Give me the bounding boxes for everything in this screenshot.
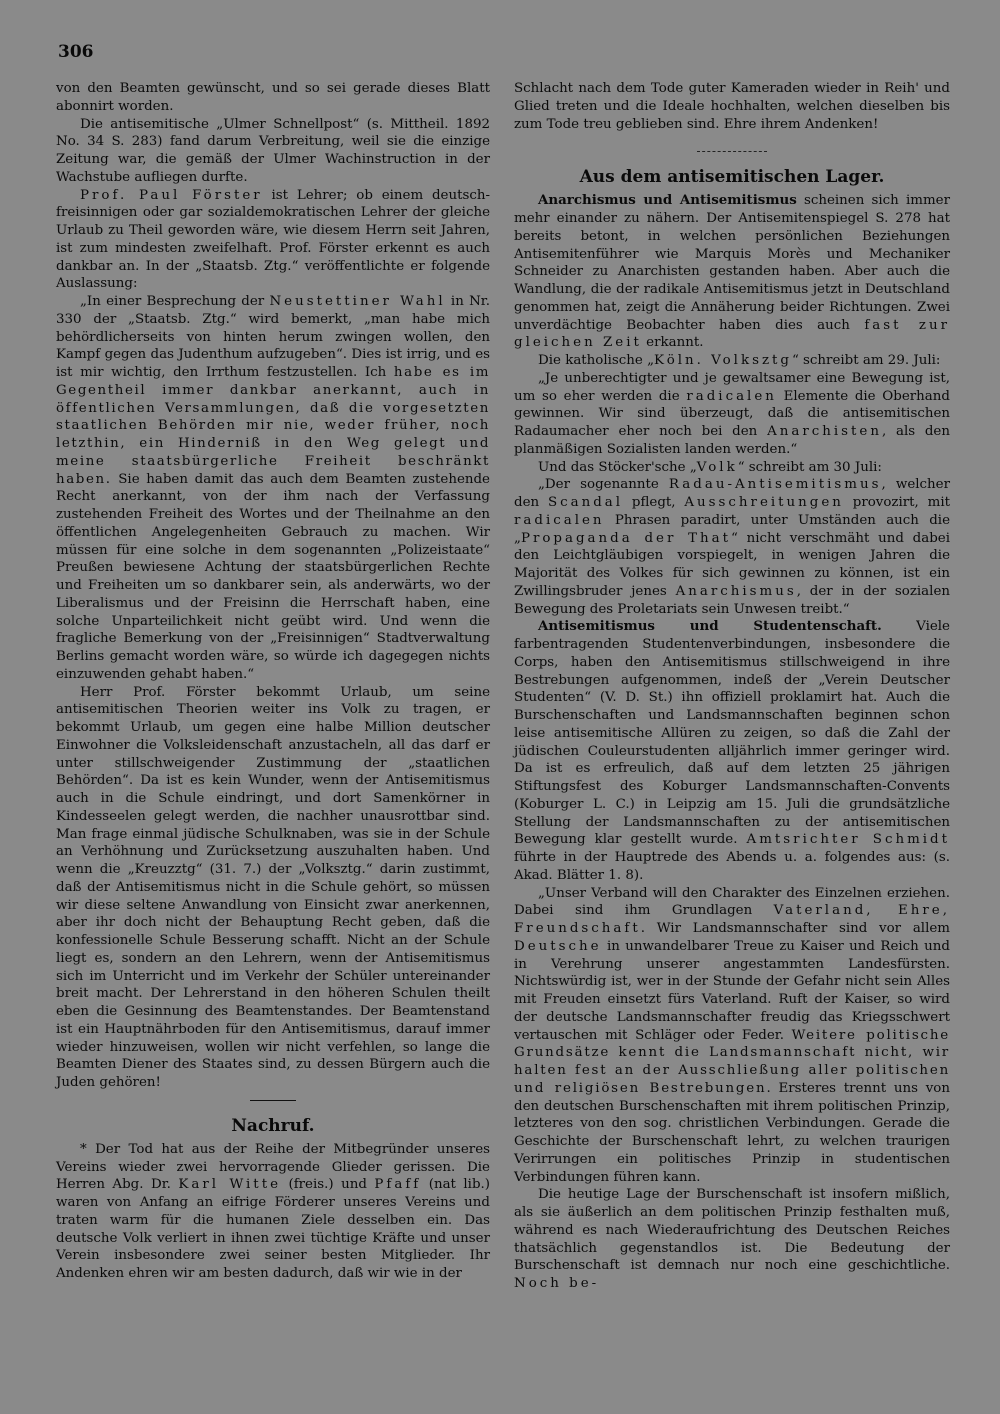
paragraph [514,459,950,477]
spaced-text: Propaganda der That [520,530,732,546]
text-run: provozirt, mit [843,495,950,510]
paragraph: Schlacht nach dem Tode guter Kameraden wieder in Reih' und Glied treten und die Ideale hochhalten, welchen dieselben bis zum Tode treu geblieben sind. Ehre ihrem Andenken! [514,81,950,132]
spaced-text: habe es im Gegentheil immer dankbar anerkannt, auch in öffentlichen Versammlungen, daß die vorgesetzten staatlichen Behörden mir nie, weder früher, noch letzthin, ein Hinderniß in den Weg gelegt und meine staatsbürgerliche Freiheit beschränkt haben. [56,365,490,487]
text-run: „Je unberechtigter und je gewaltsamer eine Bewegung ist, um so eher werden die [514,370,950,404]
text-run: pflegt, [623,495,685,510]
quote-paragraph [56,293,490,684]
text-run: , welcher den [514,477,950,510]
runin-heading: Anarchismus und Antisemitismus [538,192,797,209]
text-run: Sie haben damit das auch dem Beamten zustehende Recht anerkannt, von der ihm nach der Verfassung zustehenden Freiheit des Wortes und der Theilnahme an den öffentlichen Angelegenheiten Gebrauch zu machen. Wir müssen für eine solche in dem sogenannten „Polizeistaate“ Preußen bewiesene Achtung der staatsbürgerlichen Rechte und Freiheiten um so dankbarer sein, als anderwärts, wo der Liberalismus und der Freisinn die Herrschaft haben, eine solche Unparteilichkeit nicht geübt wird. Und wenn die fragliche Bemerkung von der „Freisinnigen“ Stadtverwaltung Berlins gemacht worden wäre, so würde ich dagegegen nichts einzuwenden gehabt haben.“ [56,471,490,682]
text-run: * Der Tod hat aus der Reihe der Mitbegründer unseres Vereins wieder zwei hervorragende Glieder gerissen. Die Herren Abg. Dr. [56,1141,490,1193]
text-run: „Unser Verband will den Charakter des Einzelnen erziehen. Dabei sind ihm Grundlagen [514,885,950,919]
text-run: . Ersteres trennt uns von den deutschen Burschenschaften mit ihrem politischen Prinzip, letzteres von den sog. christlichen Verbindungen. Gerade die Geschichte der Burschenschaft lehrt, zu welchen traurigen Verirrungen ein politisches Prinzip in studentischen Verbindungen führen kann. [514,1080,950,1185]
text-run: Viele farbentragenden Studentenverbindungen, insbesondere die Corps, haben den Antisemitismus stillschweigend in ihre Bestrebungen aufgenommen, indeß der „Verein Deutscher Studenten“ (V. D. St.) ihn offiziell proklamirt hat. Auch die Burschenschaften und Landsmannschaften beginnen schon leise antisemitische Allüren zu zeigen, so daß die Zahl der jüdischen Couleurstudenten alljährlich immer geringer wird. Da ist es erfreulich, daß auf dem letzten 25 jährigen Stiftungsfest des Koburger Landsmannschaften-Convents (Koburger L. C.) in Leipzig am 15. Juli die grundsätzliche Stellung der Landsmannschaften zu der antisemitischen Bewegung klar gestellt wurde. [514,619,950,848]
divider [697,151,767,152]
text-run: „In einer Besprechung der [80,294,270,309]
text-run: , als den planmäßigen Sozialisten landen werden.“ [514,424,950,457]
spaced-text: Deutsche [514,938,602,954]
text-run: erkannt. [641,335,704,351]
text-run: ist Lehrer; ob einem deutsch-freisinnigen oder gar sozialdemokratischen Lehrer der gleiche Urlaub zu Theil geworden wäre, wie diesem Herrn seit Jahren, ist zum mindesten zweifelhaft. Prof. Förster erkennt es auch dankbar an. In der „Staatsb. Ztg.“ veröffentlichte er folgende Auslassung: [56,187,490,292]
quote-paragraph [514,476,950,618]
spaced-text: radicalen [514,512,605,528]
paragraph [514,352,950,370]
paragraph [514,1186,950,1293]
paragraph [56,187,490,294]
text-run: scheinen sich immer mehr einander zu nähern. Der Antisemitenspiegel S. 278 hat bereits betont, in welchen persönlichen Beziehungen Antisemitenführer wie Marquis Morès und Mechaniker Schneider zu Anarchisten gestanden haben. Aber auch die Wandlung, die der radikale Antisemitismus jetzt in Deutschland genommen hat, zeigt die Annäherung beider Richtungen. Zwei unverdächtige Beobachter haben dies auch [514,193,950,333]
paragraph [514,618,950,884]
spaced-text: fast zur gleichen Zeit [514,317,950,351]
spaced-text: Volk [696,459,738,475]
text-run: (freis.) und [281,1177,375,1193]
spaced-text: Ausschreitungen [684,495,844,510]
section-heading-lager: Aus dem antisemitischen Lager. [579,167,885,188]
page-number: 306 [58,42,94,62]
spaced-name: Karl Witte [178,1177,281,1193]
paragraph: von den Beamten gewünscht, und so sei gerade dieses Blatt abonnirt worden. [56,81,490,114]
spaced-text: Scandal [547,495,624,510]
text-run: führte in der Hauptrede des Abends u. a. folgendes aus: (s. Akad. Blätter 1. 8). [514,850,950,883]
text-run: , der in der sozialen Bewegung des Proletariats sein Unwesen treibt.“ [514,583,950,617]
spaced-name: Pfaff [374,1177,422,1193]
text-run: (nat lib.) waren von Anfang an eifrige Förderer unseres Vereins und traten warm für die humanen Ziele desselben ein. Das deutsche Volk verliert in ihnen zwei tüchtige Kräfte und unser Verein insbesondere zwei seiner besten Mitglieder. Ihr Andenken ehren wir am besten dadurch, daß wir wie in der [56,1177,491,1281]
spaced-name: Amtsrichter Schmidt [746,832,950,848]
spaced-text: Weitere politische Grundsätze kennt die Landsmannschaft nicht, wir halten fest an der Ausschließung aller politischen und religiösen Bestrebungen [514,1027,951,1096]
right-column [514,80,950,1293]
text-run: Und das Stöcker'sche „ [538,459,697,475]
text-run: “ schreibt am 29. Juli: [791,353,941,368]
text-run: “ nicht verschmäht und dabei den Leichtgläubigen vorspiegelt, in wenigen Jahren die Majorität des Volkes für sich gewinnen zu können, ist ein Zwillingsbruder jenes [514,530,950,599]
spaced-text: Anarchisten [767,424,882,439]
text-run: in unwandelbarer Treue zu Kaiser und Reich und in Verehrung unserer angestammten Landesfürsten. Nichtswürdig ist, wer in der Stunde der Gefahr nicht sein Alles mit Freuden einsetzt fürs Vaterland. Ruft der Kaiser, so wird der deutsche Landsmannschafter freudig das Kriegsschwert vertauschen mit Schläger oder Feder. [514,938,950,1043]
runin-heading: Antisemitismus und Studentenschaft. [538,618,882,635]
paragraph [56,1141,490,1283]
spaced-text: Köln. Volksztg [654,353,792,368]
spaced-text: Vaterland, Ehre, Freundschaft [514,903,950,936]
text-run: Die heutige Lage der Burschenschaft ist insofern mißlich, als sie äußerlich an dem politischen Prinzip festhalten muß, während es nach Wiederaufrichtung des Deutschen Reiches thatsächlich gegenstandlos ist. Die Bedeutung der Burschenschaft ist demnach nur noch eine geschichtliche. [514,1187,950,1274]
left-column [56,80,490,1283]
paragraph: Die antisemitische „Ulmer Schnellpost“ (s. Mittheil. 1892 No. 34 S. 283) fand darum Verbreitung, weil sie die einzige Zeitung war, die gemäß der Ulmer Wachinstruction in der Wachstube aufliegen durfte. [56,116,490,185]
spaced-text: Neustettiner Wahl [269,294,446,309]
text-run: Phrasen paradirt, unter Umständen auch die „ [514,512,950,546]
section-heading-nachruf: Nachruf. [231,1115,315,1136]
text-run: “ schreibt am 30 Juli: [737,459,882,475]
text-run: . Wir Landsmannschafter sind vor allem [640,921,950,936]
quote-paragraph [514,885,950,1187]
divider [250,1100,296,1101]
spaced-text: Radau-Antisemitismus [668,477,882,493]
quote-paragraph [514,370,950,459]
paragraph [514,192,950,352]
text-run: Elemente die Oberhand gewinnen. Wir sind überzeugt, daß die antisemitischen Radaumacher eher noch bei den [514,388,950,439]
text-run: „Der sogenannte [538,477,669,493]
text-run: Die katholische „ [538,353,655,368]
spaced-name: Prof. Paul Förster [80,187,263,203]
spaced-text: Anarchismus [675,583,797,599]
text-run: in Nr. 330 der „Staatsb. Ztg.“ wird bemerkt, „man habe mich behördlicherseits von hinten herum zwingen wollen, den Kampf gegen das Judenthum aufzugeben“. Dies ist irrig, und es ist mir wichtig, den Irrthum festzustellen. Ich [56,294,490,380]
paragraph: Herr Prof. Förster bekommt Urlaub, um seine antisemitischen Theorien weiter ins Volk zu tragen, er bekommt Urlaub, um gegen eine halbe Million deutscher Einwohner die Volksleidenschaft anzustacheln, all das darf er unter stillschweigender Zustimmung der „staatlichen Behörden“. Da ist es kein Wunder, wenn der Antisemitismus auch in die Schule eindringt, und dort Samenkörner in Kindesseelen gelegt werden, die nachher unausrottbar sind. Man frage einmal jüdische Schulknaben, was sie in der Schule an Verhöhnung und Zurücksetzung auszuhalten haben. Und wenn die „Kreuzztg“ (31. 7.) der „Volksztg.“ darin zustimmt, daß der Antisemitismus nicht in die Schule gehört, so müssen wir diese seltene Anwandlung von Einsicht zwar anerkennen, aber ihr doch nicht der Behauptung Recht geben, daß die konfessionelle Schule Besserung schafft. Nicht an der Schule liegt es, sondern an den Lehrern, wenn der Antisemitismus sich im Unterricht und im Verkehr der Schüler untereinander breit macht. Der Lehrerstand in den höheren Schulen theilt eben die Gesinnung des Beamtenstandes. Der Beamtenstand ist ein Hauptnährboden für den Antisemitismus, darauf immer wieder hinzuweisen, wollen wir nicht verfehlen, so lange die Beamten Diener des Staates sind, zu dessen Bürgern auch die Juden gehören! [56,684,490,1090]
spaced-text: radicalen [686,388,777,404]
spaced-text: Noch be- [514,1276,600,1291]
